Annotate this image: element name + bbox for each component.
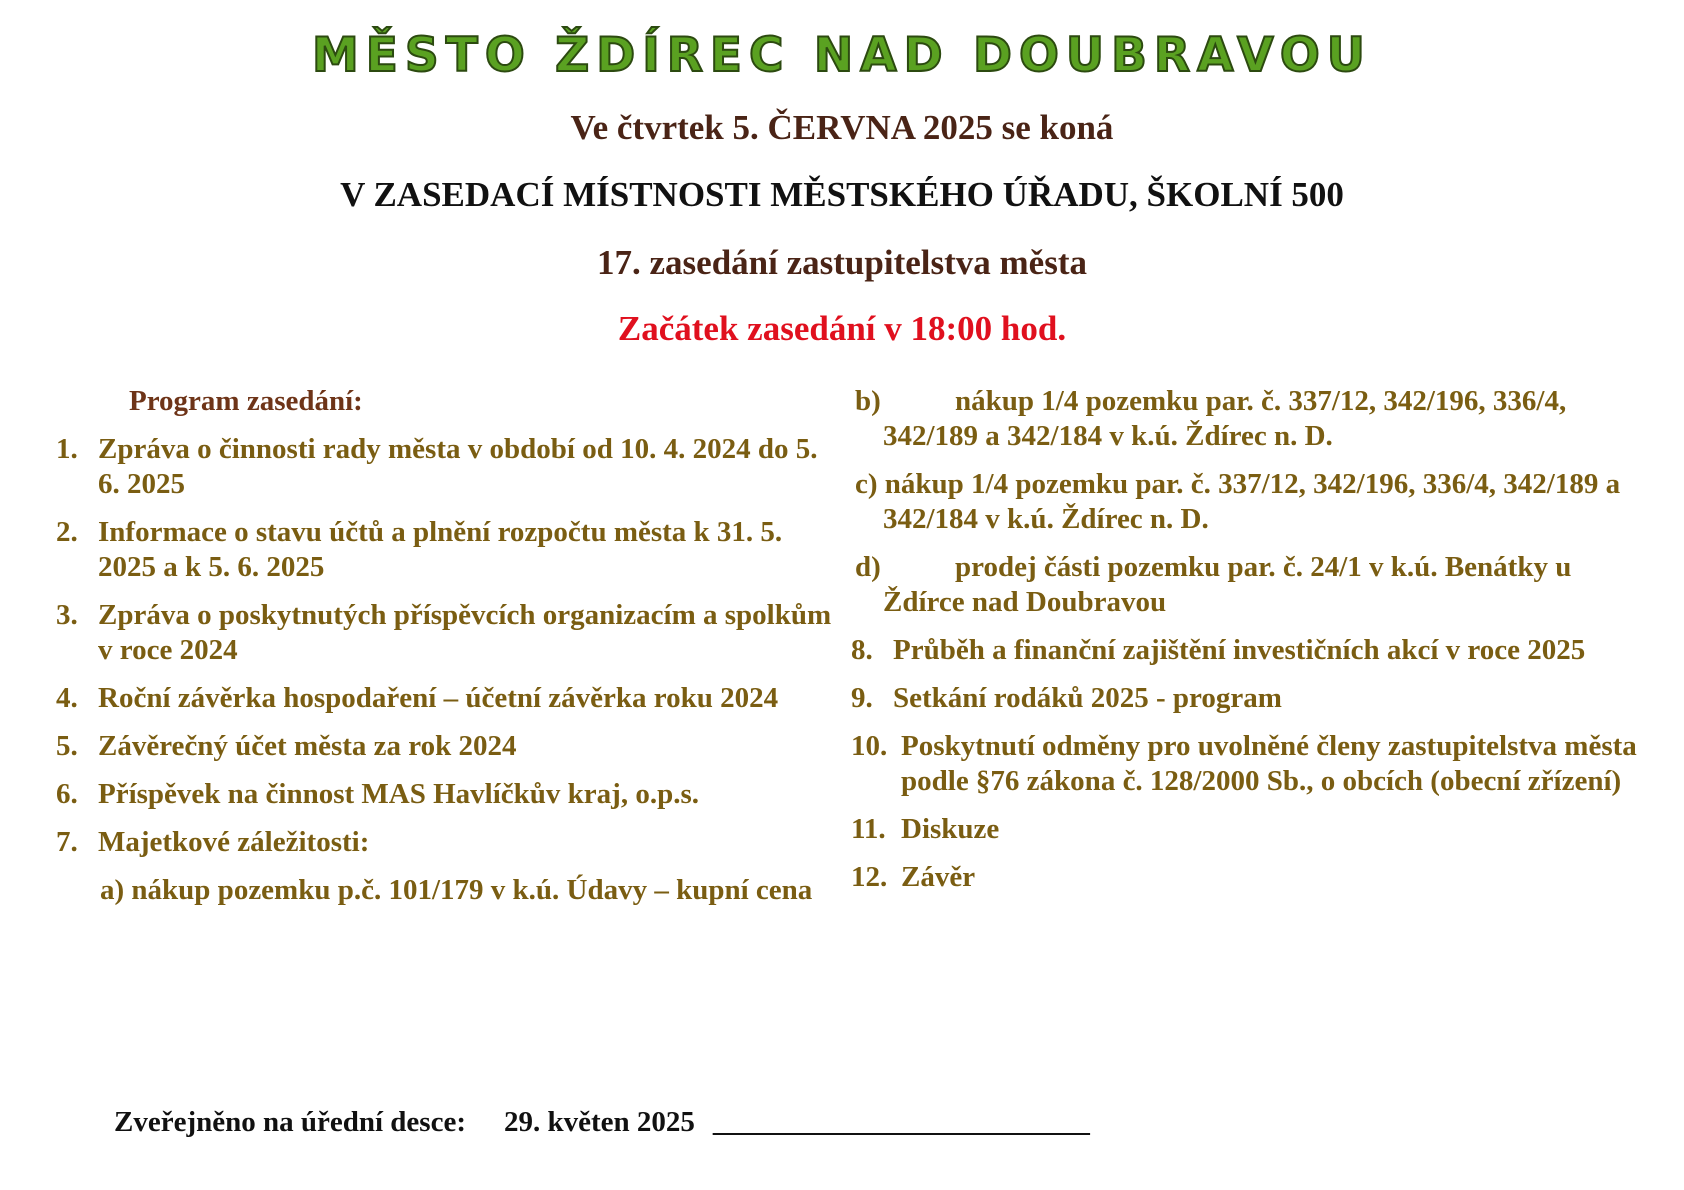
item-number: 1. — [56, 433, 78, 465]
publication-date: 29. květen 2025 — [504, 1106, 695, 1138]
item-text: Informace o stavu účtů a plnění rozpočtu města k 31. 5. 2025 a k 5. 6. 2025 — [98, 516, 783, 583]
program-item — [56, 681, 836, 716]
item-text: Roční závěrka hospodaření – účetní závěrka roku 2024 — [98, 682, 779, 714]
program-item — [851, 633, 1641, 668]
subitem-letter: c) — [855, 468, 878, 500]
program-right-column — [851, 384, 1641, 908]
signature-line: __________________________ — [712, 1106, 1090, 1138]
program-item — [851, 681, 1641, 716]
subitem-text: nákup 1/4 pozemku par. č. 337/12, 342/196, 336/4, 342/189 a 342/184 v k.ú. Ždírec n. D. — [883, 468, 1621, 535]
subitem-letter: b) — [855, 385, 881, 417]
program-item — [56, 777, 836, 812]
item-number: 7. — [56, 826, 78, 858]
program-subitem — [855, 467, 1641, 537]
program-item — [851, 860, 1641, 895]
program-left-column — [56, 384, 836, 921]
meeting-place: V ZASEDACÍ MÍSTNOSTI MĚSTSKÉHO ÚŘADU, ŠKOLNÍ 500 — [340, 175, 1344, 214]
program-subitem — [855, 384, 1641, 454]
subitem-text: nákup 1/4 pozemku par. č. 337/12, 342/196, 336/4, 342/189 a 342/184 v k.ú. Ždírec n. D. — [883, 385, 1567, 452]
item-number: 4. — [56, 682, 78, 714]
subitem-letter: a) — [100, 874, 125, 906]
item-number: 8. — [851, 634, 873, 666]
meeting-start-time: Začátek zasedání v 18:00 hod. — [617, 309, 1067, 348]
meeting-date: Ve čtvrtek 5. ČERVNA 2025 se koná — [570, 108, 1114, 147]
town-title: MĚSTO ŽDÍREC NAD DOUBRAVOU — [312, 28, 1372, 83]
subitem-text: prodej části pozemku par. č. 24/1 v k.ú. Benátky u Ždírce nad Doubravou — [883, 551, 1572, 618]
item-text: Zpráva o poskytnutých příspěvcích organizacím a spolkům v roce 2024 — [98, 599, 832, 666]
item-text: Setkání rodáků 2025 - program — [893, 682, 1282, 714]
program-item — [56, 432, 836, 502]
item-text: Poskytnutí odměny pro uvolněné členy zastupitelstva města podle §76 zákona č. 128/2000 Sb., o obcích (obecní zřízení) — [901, 730, 1637, 797]
item-text: Diskuze — [901, 813, 1000, 845]
item-text: Závěrečný účet města za rok 2024 — [98, 730, 517, 762]
item-number: 2. — [56, 516, 78, 548]
program-heading: Program zasedání: — [129, 385, 363, 417]
item-number: 3. — [56, 599, 78, 631]
item-number: 10. — [851, 730, 888, 762]
item-number: 9. — [851, 682, 873, 714]
item-text: Příspěvek na činnost MAS Havlíčkův kraj, o.p.s. — [98, 778, 699, 810]
publication-label: Zveřejněno na úřední desce: — [114, 1106, 466, 1138]
item-number: 5. — [56, 730, 78, 762]
program-item — [56, 825, 836, 860]
program-item — [56, 598, 836, 668]
program-item — [851, 729, 1641, 799]
meeting-title: 17. zasedání zastupitelstva města — [597, 243, 1087, 282]
program-item — [56, 515, 836, 585]
program-item — [56, 729, 836, 764]
publication-note — [114, 1106, 1090, 1139]
item-text: Zpráva o činnosti rady města v období od 10. 4. 2024 do 5. 6. 2025 — [98, 433, 818, 500]
subitem-text: nákup pozemku p.č. 101/179 v k.ú. Údavy – kupní cena — [131, 874, 813, 906]
program-subitem — [855, 550, 1641, 620]
program-subitem — [100, 873, 836, 908]
item-text: Majetkové záležitosti: — [98, 826, 370, 858]
subitem-letter: d) — [855, 551, 881, 583]
item-text: Závěr — [901, 861, 976, 893]
item-text: Průběh a finanční zajištění investičních akcí v roce 2025 — [893, 634, 1586, 666]
item-number: 11. — [851, 813, 886, 845]
item-number: 12. — [851, 861, 888, 893]
program-item — [851, 812, 1641, 847]
item-number: 6. — [56, 778, 78, 810]
